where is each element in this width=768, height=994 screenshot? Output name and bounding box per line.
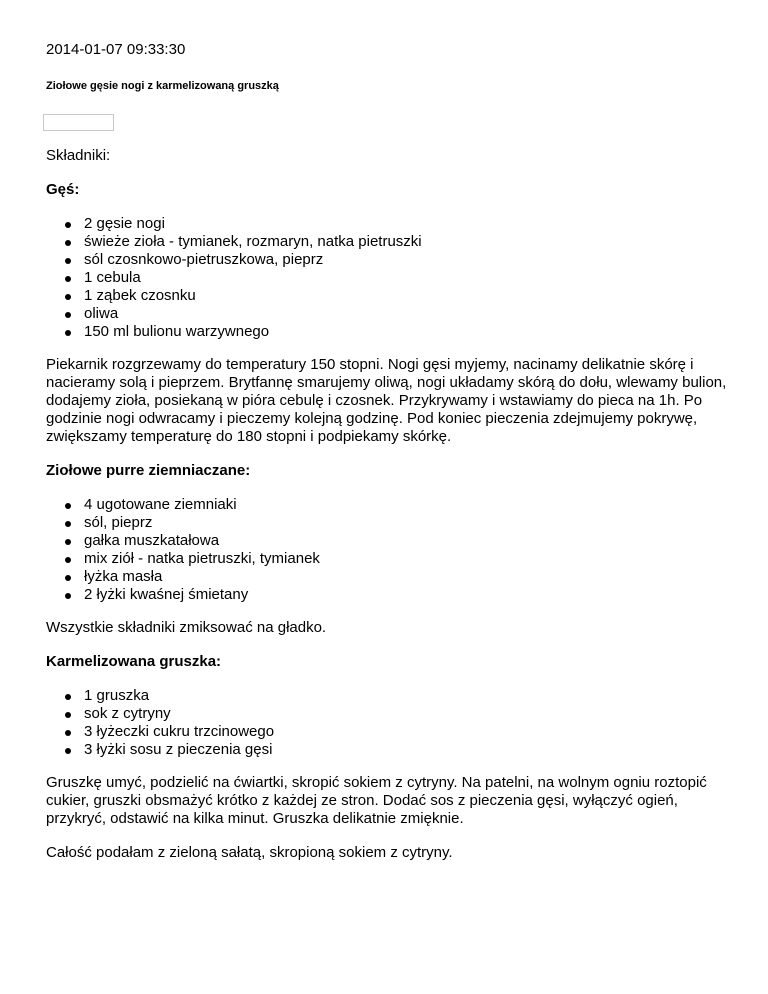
list-item: sok z cytryny bbox=[84, 705, 736, 723]
list-item: sól, pieprz bbox=[84, 514, 736, 532]
ingredients-heading: Składniki: bbox=[46, 147, 111, 164]
puree-ingredient-list bbox=[46, 496, 736, 604]
list-item: 1 cebula bbox=[84, 269, 736, 287]
list-item: sól czosnkowo-pietruszkowa, pieprz bbox=[84, 251, 736, 269]
recipe-title: Ziołowe gęsie nogi z karmelizowaną gruszką bbox=[46, 80, 279, 92]
serving-note: Całość podałam z zieloną sałatą, skropioną sokiem z cytryny. bbox=[46, 844, 453, 861]
goose-heading: Gęś: bbox=[46, 181, 80, 198]
list-item: 2 łyżki kwaśnej śmietany bbox=[84, 586, 736, 604]
puree-instructions: Wszystkie składniki zmiksować na gładko. bbox=[46, 619, 327, 636]
list-item: świeże zioła - tymianek, rozmaryn, natka pietruszki bbox=[84, 233, 736, 251]
timestamp: 2014-01-07 09:33:30 bbox=[46, 41, 186, 58]
puree-heading: Ziołowe purre ziemniaczane: bbox=[46, 462, 251, 479]
list-item: 150 ml bulionu warzywnego bbox=[84, 323, 736, 341]
goose-instructions: Piekarnik rozgrzewamy do temperatury 150 stopni. Nogi gęsi myjemy, nacinamy delikatnie skórę i nacieramy solą i pieprzem. Brytfannę smarujemy oliwą, nogi układamy skórą do dołu, wlewamy bulion, dodajemy zioła, posiekaną w pióra cebulę i czosnek. Przykrywamy i wstawiamy do pieca na 1h. Po godzinie nogi odwracamy i pieczemy kolejną godzinę. Pod koniec pieczenia zdejmujemy pokrywę, zwiększamy temperaturę do 180 stopni i podpiekamy skórkę. bbox=[46, 356, 727, 445]
list-item: 3 łyżeczki cukru trzcinowego bbox=[84, 723, 736, 741]
goose-ingredient-list bbox=[46, 215, 736, 341]
list-item: oliwa bbox=[84, 305, 736, 323]
list-item: mix ziół - natka pietruszki, tymianek bbox=[84, 550, 736, 568]
list-item: 1 ząbek czosnku bbox=[84, 287, 736, 305]
list-item: 1 gruszka bbox=[84, 687, 736, 705]
list-item: 2 gęsie nogi bbox=[84, 215, 736, 233]
recipe-content bbox=[46, 147, 736, 862]
pear-ingredient-list bbox=[46, 687, 736, 759]
list-item: gałka muszkatałowa bbox=[84, 532, 736, 550]
pear-instructions: Gruszkę umyć, podzielić na ćwiartki, skropić sokiem z cytryny. Na patelni, na wolnym ogniu roztopić cukier, gruszki obsmażyć krótko z każdej ze stron. Dodać sos z pieczenia gęsi, wyłączyć ogień, przykryć, odstawić na kilka minut. Gruszka delikatnie zmięknie. bbox=[46, 774, 707, 827]
recipe-image-placeholder bbox=[43, 114, 114, 131]
list-item: 4 ugotowane ziemniaki bbox=[84, 496, 736, 514]
list-item: łyżka masła bbox=[84, 568, 736, 586]
pear-heading: Karmelizowana gruszka: bbox=[46, 653, 222, 670]
list-item: 3 łyżki sosu z pieczenia gęsi bbox=[84, 741, 736, 759]
